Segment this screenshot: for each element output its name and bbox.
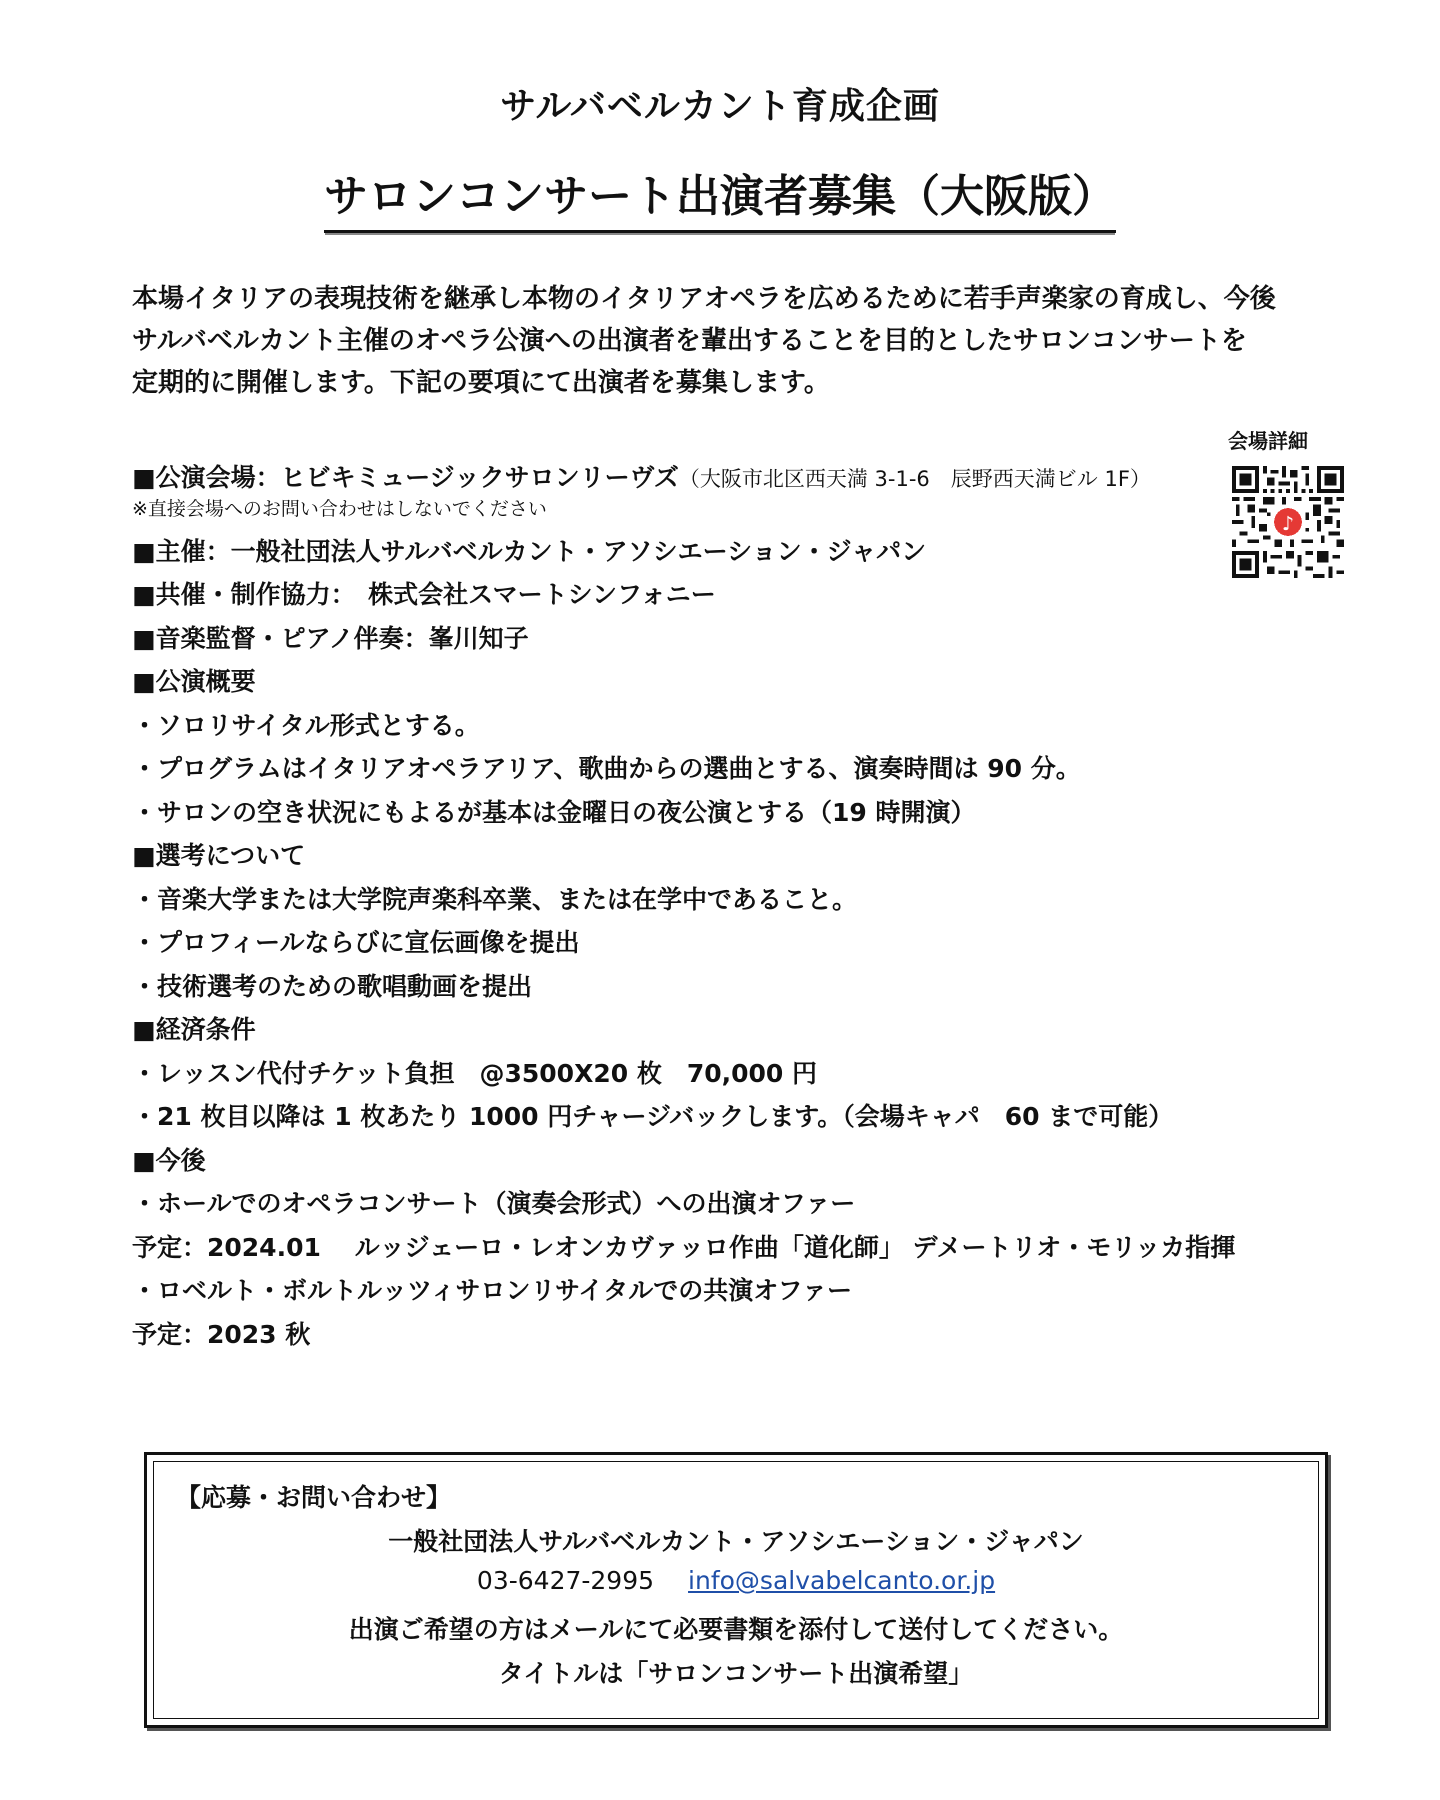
list-item: ・レッスン代付チケット負担 @3500X20 枚 70,000 円 [132,1058,818,1088]
contact-instructions: 出演ご希望の方はメールにて必要書類を添付して送付してください。 [348,1615,1124,1644]
selection-heading: ■選考について [132,841,306,870]
list-item: ・サロンの空き状況にもよるが基本は金曜日の夜公演とする（19 時開演） [132,797,976,827]
contact-phone[interactable]: 03-6427-2995 [476,1566,655,1595]
intro-paragraph [132,278,1332,404]
future-heading: ■今後 [132,1145,206,1175]
overview-heading: ■公演概要 [132,667,256,696]
contact-heading: 【応募・お問い合わせ】 [176,1483,452,1512]
list-item: ・プロフィールならびに宣伝画像を提出 [132,928,580,957]
list-item: ・ホールでのオペラコンサート（演奏会形式）への出演オファー [132,1189,856,1218]
venue-label: ■公演会場：ヒビキミュージックサロンリーヴズ [132,463,679,492]
contact-box-inner [153,1461,1319,1719]
cosponsor-row: ■共催・制作協力： 株式会社スマートシンフォニー [132,580,716,609]
contact-organization: 一般社団法人サルバベルカント・アソシエーション・ジャパン [388,1527,1084,1556]
details-list [132,456,1236,1356]
list-item: 予定：2023 秋 [132,1319,311,1349]
organizer-row: ■主催：一般社団法人サルバベルカント・アソシエーション・ジャパン [132,536,927,566]
list-item: ・音楽大学または大学院声楽科卒業、または在学中であること。 [132,884,858,914]
list-item: ・プログラムはイタリアオペラアリア、歌曲からの選曲とする、演奏時間は 90 分。 [132,754,1081,783]
contact-box [144,1452,1328,1728]
list-item: ・ソロリサイタル形式とする。 [132,710,480,740]
list-item: 予定：2024.01 ルッジェーロ・レオンカヴァッロ作曲「道化師」 デメートリオ・モリッカ指揮 [132,1232,1236,1262]
venue-note: ※直接会場へのお問い合わせはしないでください [132,497,547,520]
page-subtitle: サルバベルカント育成企画 [500,86,940,127]
contact-phone-email-row [154,1566,1318,1595]
list-item: ・技術選考のための歌唱動画を提出 [132,971,533,1001]
intro-line: サルバベルカント主催のオペラ公演への出演者を輩出することを目的としたサロンコンサートを [132,326,1247,356]
contact-email-link[interactable]: info@salvabelcanto.or.jp [688,1566,996,1595]
svg-text:♪: ♪ [1281,512,1295,536]
page-title-text: サロンコンサート出演者募集（大阪版） [324,160,1116,233]
qr-label: 会場詳細 [1228,429,1308,453]
venue-address: （大阪市北区西天満 3-1-6 辰野西天満ビル 1F） [678,467,1151,491]
list-item: ・21 枚目以降は 1 枚あたり 1000 円チャージバックします。（会場キャパ 60 まで可能） [132,1102,1174,1131]
economic-heading: ■経済条件 [132,1015,256,1044]
music-director-row: ■音楽監督・ピアノ伴奏：峯川知子 [132,623,529,653]
qr-code-icon[interactable] [1232,466,1344,578]
intro-line: 定期的に開催します。下記の要項にて出演者を募集します。 [132,368,830,398]
intro-line: 本場イタリアの表現技術を継承し本物のイタリアオペラを広めるために若手声楽家の育成し、今後 [132,284,1276,314]
page-title [0,160,1440,233]
list-item: ・ロベルト・ボルトルッツィサロンリサイタルでの共演オファー [132,1276,853,1305]
contact-subject-line: タイトルは「サロンコンサート出演希望」 [498,1659,974,1688]
venue-row [132,456,1232,500]
